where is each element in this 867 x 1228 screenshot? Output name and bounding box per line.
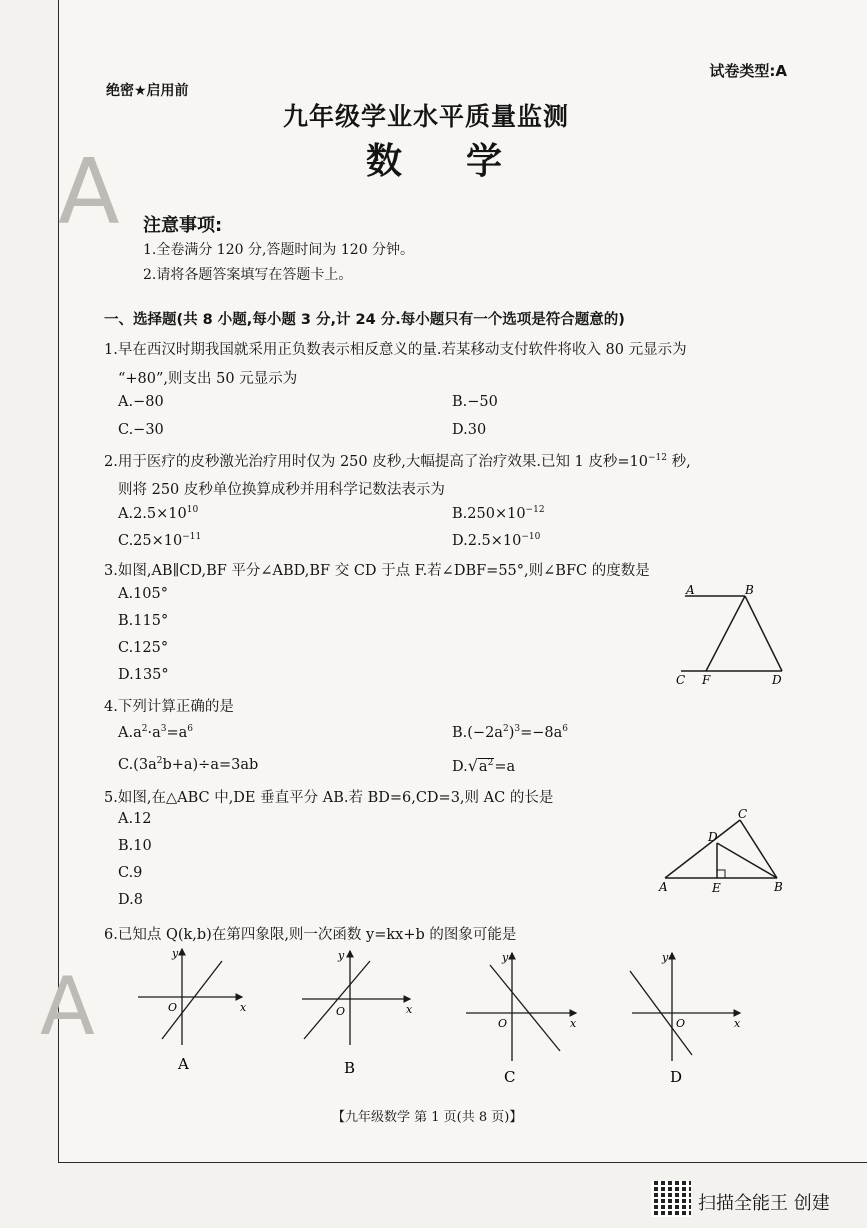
axis-label: O: [676, 1017, 686, 1030]
question-5-figure: [656, 808, 791, 896]
question-1-option: C.−30: [118, 422, 164, 438]
question-1-option: D.30: [452, 422, 487, 438]
question-5-option: C.9: [118, 865, 143, 881]
axis-label: O: [498, 1017, 508, 1030]
question-5-stem: 5.如图,在△ABC 中,DE 垂直平分 AB.若 BD=6,CD=3,则 AC 的长是: [104, 790, 554, 806]
question-3-option: B.115°: [118, 613, 169, 629]
figure-label: A: [659, 880, 668, 894]
question-4-option: $B.(-2a^2)^3=-8a^6$: [452, 724, 568, 741]
page-footer: 【九年级数学 第 1 页(共 8 页)】: [332, 1110, 523, 1125]
axis-label: y: [502, 951, 509, 964]
axis-label: x: [570, 1017, 577, 1030]
axis-label: x: [734, 1017, 741, 1030]
axis-label: y: [172, 947, 179, 960]
graph-label: B: [344, 1059, 356, 1077]
notice-item: 1.全卷满分 120 分,答题时间为 120 分钟。: [143, 242, 415, 258]
question-3-option: A.105°: [118, 586, 169, 602]
question-4-option: $C.(3a^2b+a)\div a=3ab$: [118, 756, 259, 773]
question-6-stem: 6.已知点 Q(k,b)在第四象限,则一次函数 y=kx+b 的图象可能是: [104, 927, 517, 943]
question-2-option: $D.2.5\times 10^{-10}$: [452, 532, 541, 549]
question-3-stem: 3.如图,AB∥CD,BF 平分∠ABD,BF 交 CD 于点 F.若∠DBF=55°,则∠BFC 的度数是: [104, 563, 650, 579]
question-2-stem: 则将 250 皮秒单位换算成秒并用科学记数法表示为: [118, 482, 445, 498]
figure-label: C: [738, 808, 748, 821]
question-3-option: D.135°: [118, 667, 169, 683]
question-2-option: $B.250\times 10^{-12}$: [452, 505, 545, 522]
axis-label: y: [662, 951, 669, 964]
figure-label: E: [712, 881, 721, 895]
figure-label: D: [708, 830, 718, 844]
exam-title: 九年级学业水平质量监测: [283, 102, 570, 131]
figure-label: C: [676, 673, 686, 687]
subject-title: 数学: [366, 141, 567, 182]
question-5-option: A.12: [118, 811, 152, 827]
question-1-stem: “+80”,则支出 50 元显示为: [118, 371, 298, 387]
graph-label: C: [504, 1068, 516, 1086]
bleed-letter-a-bottom: A: [40, 960, 95, 1053]
question-3-figure: [672, 584, 802, 688]
axis-label: y: [338, 949, 345, 962]
qr-code-icon: [651, 1181, 691, 1217]
question-2-stem: 2.用于医疗的皮秒激光治疗用时仅为 250 皮秒,大幅提高了治疗效果.已知 1 皮秒$=10^{-12}$ 秒,: [104, 453, 691, 470]
figure-label: A: [686, 584, 695, 597]
question-6-graphs: [130, 945, 770, 1093]
axis-label: O: [336, 1005, 346, 1018]
graph-option-d: [630, 951, 741, 1086]
notice-title: 注意事项:: [143, 215, 223, 236]
question-3-option: C.125°: [118, 640, 169, 656]
question-2-option: $A.2.5\times 10^{10}$: [118, 505, 199, 522]
bleed-letter-a-top: A: [58, 140, 120, 245]
figure-label: B: [745, 584, 754, 597]
question-5-option: B.10: [118, 838, 152, 854]
graph-option-c: [466, 951, 577, 1086]
notice-item: 2.请将各题答案填写在答题卡上。: [143, 267, 353, 283]
question-1-stem: 1.早在西汉时期我国就采用正负数表示相反意义的量.若某移动支付软件将收入 80 元显示为: [104, 342, 687, 358]
figure-label: F: [702, 673, 711, 687]
axis-label: x: [240, 1001, 247, 1014]
scanner-watermark: 扫描全能王 创建: [698, 1193, 830, 1214]
figure-label: D: [772, 673, 782, 687]
graph-label: D: [670, 1068, 683, 1086]
question-4-option: $D.√a^2=a$: [452, 756, 516, 775]
secret-label: 绝密★启用前: [106, 83, 189, 99]
question-1-option: A.−80: [118, 394, 164, 410]
question-1-option: B.−50: [452, 394, 498, 410]
axis-label: x: [406, 1003, 413, 1016]
question-5-option: D.8: [118, 892, 143, 908]
question-4-option: $A.a^2\cdot a^3=a^6$: [118, 724, 193, 741]
axis-label: O: [168, 1001, 178, 1014]
paper-type: 试卷类型:A: [709, 62, 787, 80]
graph-option-b: [302, 949, 413, 1077]
question-4-stem: 4.下列计算正确的是: [104, 699, 234, 715]
figure-label: B: [774, 880, 783, 894]
section-title: 一、选择题(共 8 小题,每小题 3 分,计 24 分.每小题只有一个选项是符合题意的): [104, 312, 625, 328]
graph-label: A: [178, 1055, 189, 1073]
question-2-option: $C.25\times 10^{-11}$: [118, 532, 202, 549]
graph-option-a: [138, 947, 247, 1073]
